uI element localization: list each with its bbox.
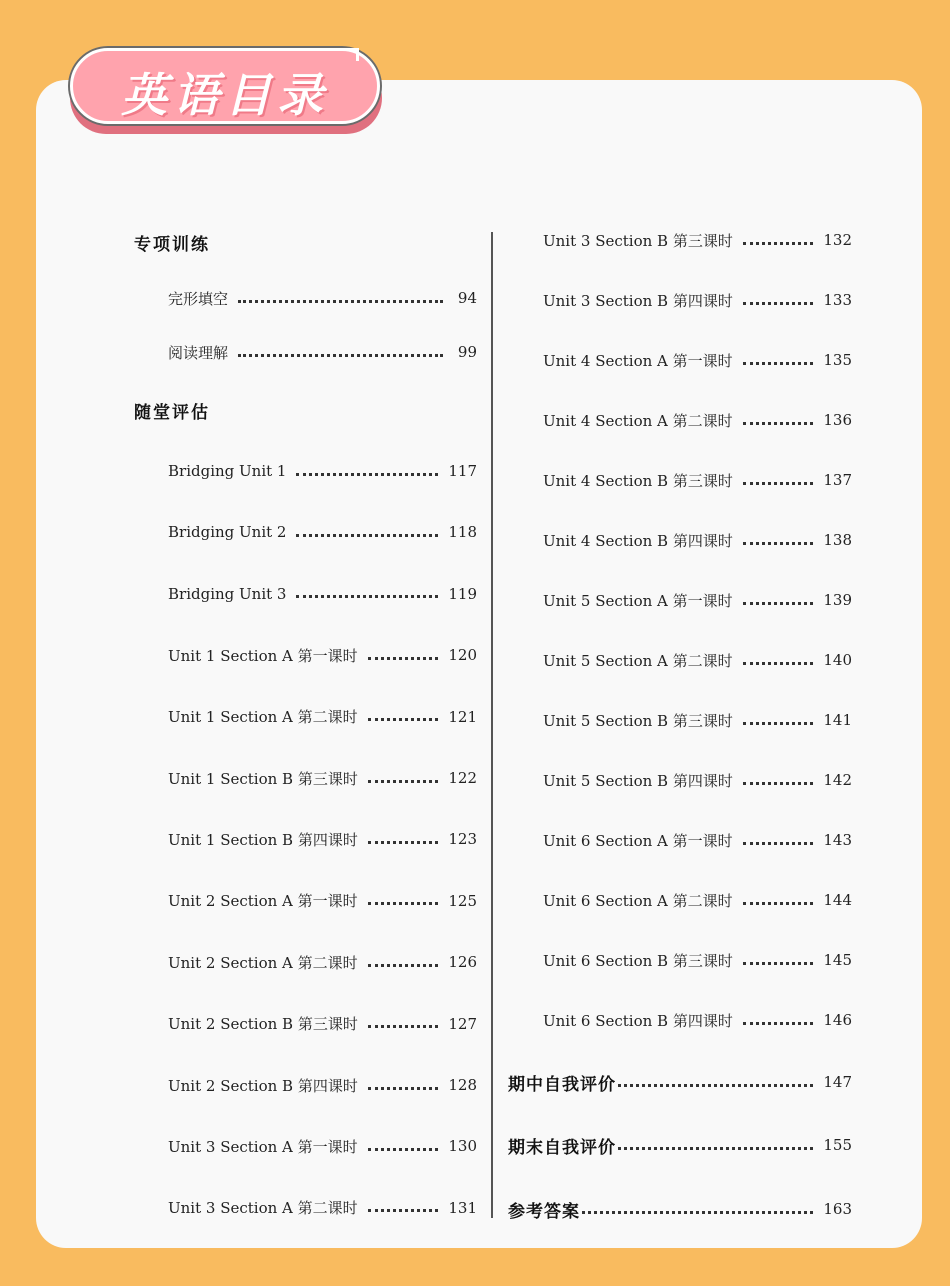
entry-page: 128	[448, 1076, 477, 1094]
entry-page: 144	[823, 891, 852, 909]
toc-section-entry[interactable]	[508, 1133, 852, 1157]
entry-label: Unit 3 Section B 第三课时	[543, 231, 733, 250]
toc-entry[interactable]	[543, 648, 852, 672]
entry-label: Unit 2 Section A 第二课时	[168, 953, 358, 972]
page-title: 英语目录	[121, 68, 329, 122]
dot-leader	[296, 595, 438, 598]
dot-leader	[368, 1025, 439, 1028]
entry-label: Unit 2 Section B 第三课时	[168, 1015, 358, 1034]
toc-entry[interactable]	[168, 520, 477, 544]
toc-section-entry[interactable]	[508, 1070, 852, 1094]
toc-entry[interactable]	[543, 1008, 852, 1032]
entry-label: Unit 3 Section A 第二课时	[168, 1199, 358, 1218]
toc-entry[interactable]	[168, 582, 477, 606]
entry-page: 131	[448, 1198, 477, 1217]
toc-entry[interactable]	[168, 1012, 477, 1036]
toc-entry[interactable]	[168, 889, 477, 913]
dot-leader	[743, 602, 814, 605]
dot-leader	[743, 842, 814, 845]
entry-label: Unit 4 Section A 第二课时	[543, 411, 733, 430]
entry-page: 119	[448, 584, 477, 603]
entry-label: Unit 6 Section B 第四课时	[543, 1011, 733, 1030]
toc-entry[interactable]	[543, 408, 852, 432]
entry-page: 146	[823, 1011, 852, 1029]
dot-leader	[743, 782, 814, 785]
dot-leader	[743, 542, 814, 545]
toc-entry[interactable]	[168, 340, 477, 364]
toc-entry[interactable]	[543, 768, 852, 792]
entry-page: 130	[448, 1137, 477, 1156]
entry-label: Unit 6 Section A 第二课时	[543, 891, 733, 910]
toc-entry[interactable]	[543, 708, 852, 732]
entry-page: 121	[448, 707, 477, 726]
entry-page: 122	[448, 769, 477, 787]
entry-page: 117	[448, 462, 477, 480]
entry-label: Unit 1 Section B 第四课时	[168, 830, 358, 849]
entry-page: 138	[823, 531, 852, 549]
toc-entry[interactable]	[168, 643, 477, 667]
dot-leader	[743, 482, 814, 485]
dot-leader	[296, 473, 438, 476]
entry-label: Bridging Unit 3	[168, 584, 287, 603]
entry-label: Unit 1 Section A 第二课时	[168, 708, 358, 727]
entry-page: 99	[457, 343, 477, 361]
entry-page: 136	[823, 411, 852, 429]
toc-entry[interactable]	[543, 828, 852, 852]
dot-leader	[618, 1147, 813, 1150]
entry-label: Unit 2 Section B 第四课时	[168, 1076, 358, 1095]
dot-leader	[743, 902, 814, 905]
entry-label: Unit 5 Section B 第三课时	[543, 711, 733, 730]
entry-page: 132	[823, 231, 852, 249]
entry-page: 140	[823, 651, 852, 669]
entry-label: 阅读理解	[168, 343, 229, 362]
toc-section-entry[interactable]	[508, 1197, 852, 1221]
entry-page: 145	[823, 951, 852, 969]
entry-page: 141	[823, 711, 852, 729]
entry-page: 135	[823, 351, 852, 369]
entry-page: 147	[823, 1073, 852, 1091]
entry-label: Unit 6 Section B 第三课时	[543, 951, 733, 970]
entry-page: 94	[457, 289, 477, 307]
dot-leader	[238, 354, 443, 357]
entry-page: 123	[448, 830, 477, 849]
entry-label: Unit 6 Section A 第一课时	[543, 831, 733, 850]
dot-leader	[296, 534, 438, 537]
entry-label: 完形填空	[168, 289, 229, 308]
dot-leader	[368, 1148, 439, 1151]
toc-entry[interactable]	[168, 766, 477, 790]
entry-page: 139	[823, 591, 852, 609]
toc-entry[interactable]	[543, 588, 852, 612]
entry-label: Bridging Unit 1	[168, 462, 287, 480]
dot-leader	[582, 1211, 813, 1214]
entry-page: 137	[823, 471, 852, 489]
dot-leader	[368, 718, 439, 721]
dot-leader	[743, 302, 814, 305]
entry-label: Unit 3 Section B 第四课时	[543, 291, 733, 310]
dot-leader	[368, 964, 439, 967]
toc-entry[interactable]	[168, 827, 477, 851]
entry-page: 127	[448, 1014, 477, 1033]
entry-page: 133	[823, 291, 852, 309]
badge-tab-decoration	[296, 48, 359, 61]
dot-leader	[368, 1087, 439, 1090]
dot-leader	[618, 1084, 813, 1087]
toc-entry[interactable]	[168, 1073, 477, 1097]
toc-entry[interactable]	[543, 228, 852, 252]
dot-leader	[743, 722, 814, 725]
dot-leader	[743, 662, 814, 665]
entry-label: Unit 5 Section A 第一课时	[543, 591, 733, 610]
entry-label: Unit 5 Section A 第二课时	[543, 651, 733, 670]
entry-label: 参考答案	[508, 1201, 580, 1222]
toc-entry[interactable]	[543, 288, 852, 312]
dot-leader	[368, 841, 439, 844]
entry-label: Unit 4 Section B 第四课时	[543, 531, 733, 550]
dot-leader	[368, 902, 439, 905]
entry-page: 143	[823, 831, 852, 849]
dot-leader	[368, 780, 439, 783]
toc-entry[interactable]	[168, 950, 477, 974]
dot-leader	[743, 962, 814, 965]
entry-label: Unit 3 Section A 第一课时	[168, 1137, 358, 1156]
entry-label: Unit 2 Section A 第一课时	[168, 892, 358, 911]
entry-page: 163	[823, 1200, 852, 1218]
dot-leader	[743, 362, 814, 365]
entry-page: 155	[823, 1136, 852, 1154]
entry-label: Unit 1 Section B 第三课时	[168, 769, 358, 788]
section-heading: 专项训练	[134, 235, 210, 255]
dot-leader	[743, 422, 814, 425]
dot-leader	[743, 242, 814, 245]
entry-label: Unit 4 Section B 第三课时	[543, 471, 733, 490]
entry-label: 期末自我评价	[508, 1137, 616, 1158]
toc-entry[interactable]	[168, 705, 477, 729]
dot-leader	[743, 1022, 814, 1025]
section-heading: 随堂评估	[134, 403, 210, 423]
entry-label: Bridging Unit 2	[168, 523, 287, 542]
entry-page: 125	[448, 891, 477, 910]
toc-entry[interactable]	[168, 1134, 477, 1158]
toc-entry[interactable]	[543, 528, 852, 552]
dot-leader	[368, 1209, 439, 1212]
entry-label: Unit 5 Section B 第四课时	[543, 771, 733, 790]
dot-leader	[368, 657, 439, 660]
toc-entry[interactable]	[543, 348, 852, 372]
dot-leader	[238, 300, 443, 303]
toc-entry[interactable]	[168, 459, 477, 483]
toc-entry[interactable]	[543, 948, 852, 972]
entry-label: Unit 4 Section A 第一课时	[543, 351, 733, 370]
toc-entry[interactable]	[543, 888, 852, 912]
entry-label: Unit 1 Section A 第一课时	[168, 646, 358, 665]
toc-entry[interactable]	[168, 1196, 477, 1220]
entry-label: 期中自我评价	[508, 1074, 616, 1095]
column-divider	[491, 232, 493, 1218]
toc-entry[interactable]	[543, 468, 852, 492]
entry-page: 118	[448, 523, 477, 542]
entry-page: 126	[448, 953, 477, 972]
entry-page: 120	[448, 646, 477, 665]
entry-page: 142	[823, 771, 852, 789]
toc-entry[interactable]	[168, 286, 477, 310]
